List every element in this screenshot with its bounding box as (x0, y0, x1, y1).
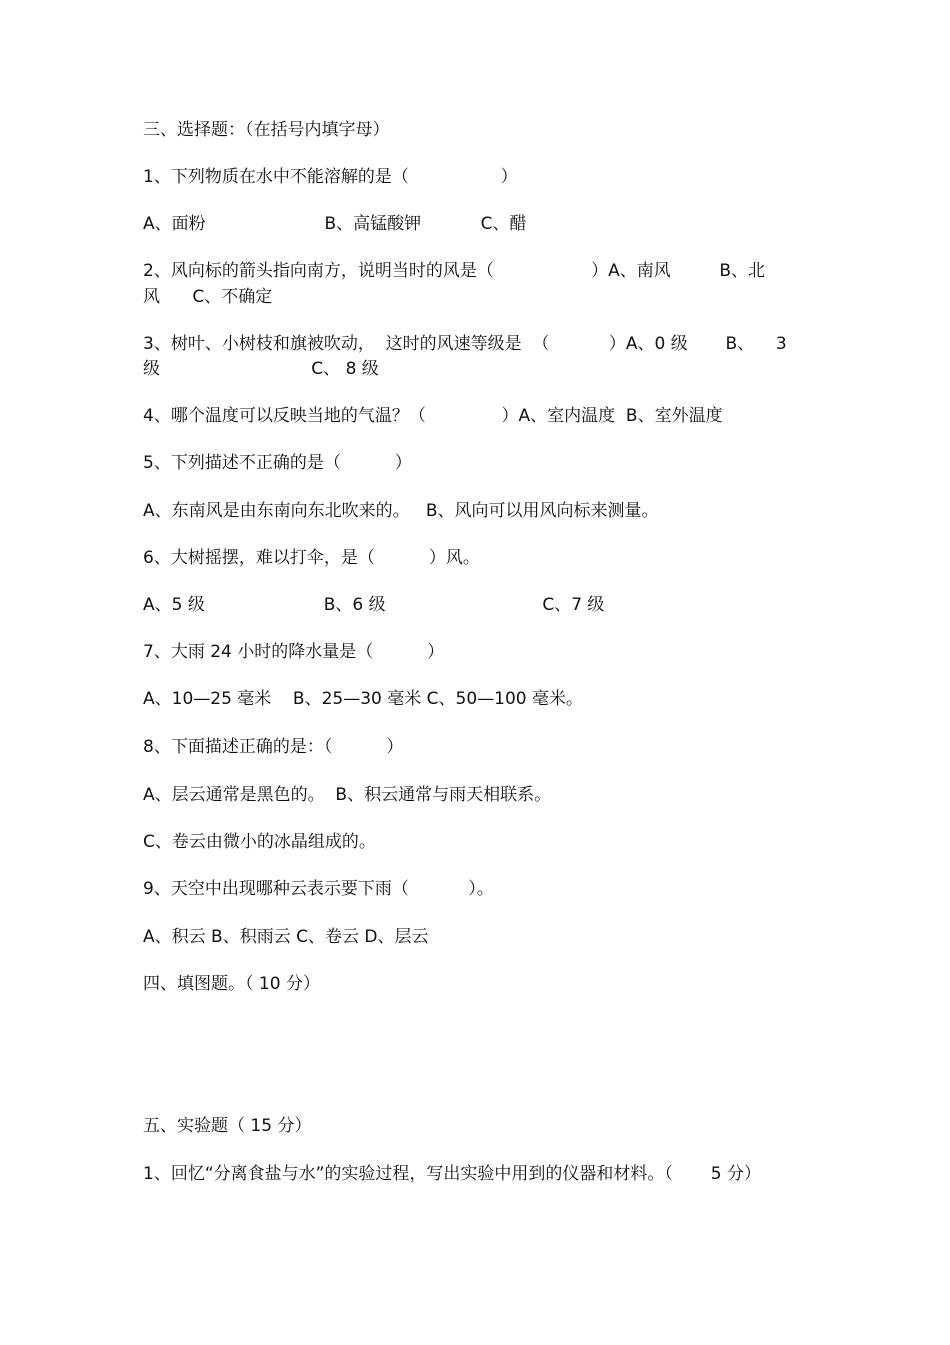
question-4: 4、哪个温度可以反映当地的气温？（ ）A、室内温度 B、室外温度 (143, 406, 723, 426)
question-1: 1、下列物质在水中不能溶解的是（ ） (143, 167, 518, 187)
question-1-options: A、面粉 B、高锰酸钾 C、醋 (143, 214, 527, 234)
question-2-line-2: 风 C、不确定 (143, 287, 273, 307)
question-8-options-2: C、卷云由微小的冰晶组成的。 (143, 832, 376, 852)
question-3-line-2: 级 C、 8 级 (143, 359, 379, 379)
question-3-line-1: 3、树叶、小树枝和旗被吹动， 这时的风速等级是 （ ）A、0 级 B、 3 (143, 334, 787, 354)
section-3-title: 三、选择题：（在括号内填字母） (143, 120, 390, 140)
question-2-line-1: 2、风向标的箭头指向南方，说明当时的风是（ ）A、南风 B、北 (143, 261, 766, 281)
question-7-options: A、10—25 毫米 B、25—30 毫米 C、50—100 毫米。 (143, 689, 583, 709)
section-4-title: 四、填图题。（ 10 分） (143, 974, 320, 994)
question-5-options: A、东南风是由东南向东北吹来的。 B、风向可以用风向标来测量。 (143, 501, 659, 521)
question-8: 8、下面描述正确的是：（ ） (143, 737, 404, 757)
question-6: 6、大树摇摆，难以打伞，是（ ）风。 (143, 548, 480, 568)
question-9: 9、天空中出现哪种云表示要下雨（ ）。 (143, 879, 494, 899)
question-6-options: A、5 级 B、6 级 C、7 级 (143, 595, 605, 615)
section-5-question-1: 1、回忆“分离食盐与水”的实验过程，写出实验中用到的仪器和材料。（ 5 分） (143, 1164, 761, 1184)
question-7: 7、大雨 24 小时的降水量是（ ） (143, 642, 445, 662)
question-8-options-1: A、层云通常是黑色的。 B、积云通常与雨天相联系。 (143, 785, 552, 805)
section-5-title: 五、实验题（ 15 分） (143, 1116, 312, 1136)
question-9-options: A、积云 B、积雨云 C、卷云 D、层云 (143, 927, 429, 947)
question-5: 5、下列描述不正确的是（ ） (143, 453, 412, 473)
